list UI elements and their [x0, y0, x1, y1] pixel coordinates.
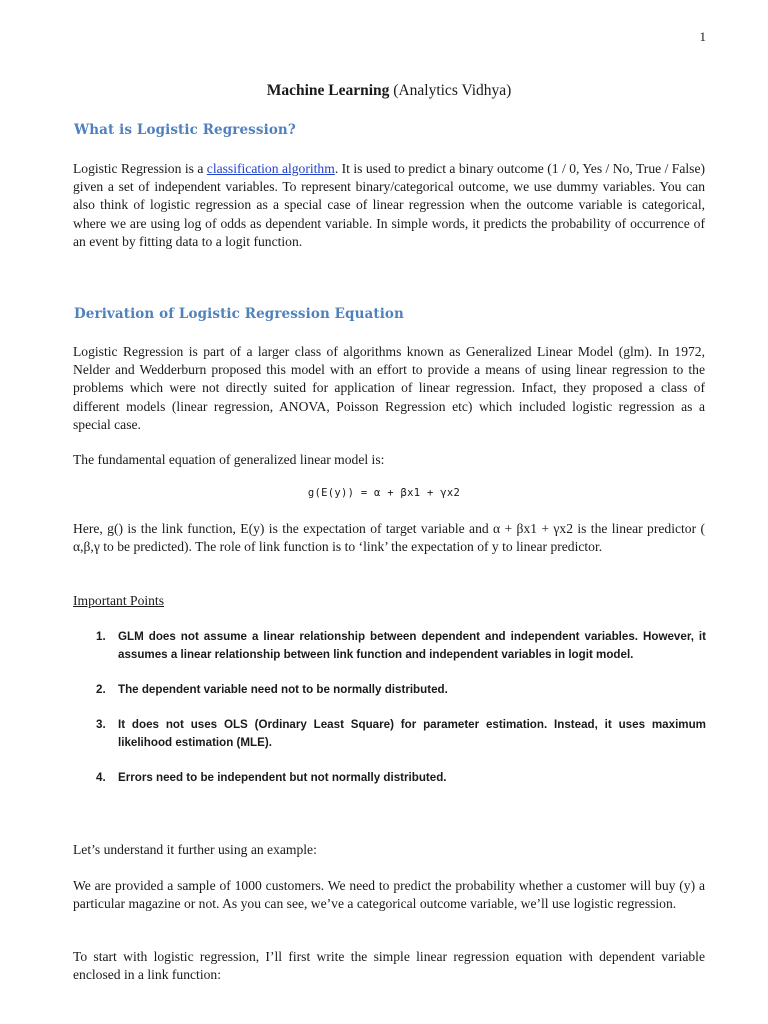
- list-item-number: 1.: [96, 630, 106, 643]
- title-source: (Analytics Vidhya): [389, 82, 512, 99]
- intro-paragraph: [73, 160, 705, 251]
- list-item: [96, 769, 706, 787]
- glm-paragraph: Logistic Regression is part of a larger class of algorithms known as Generalized Linear Model (glm). In 1972, Nelder and Wedderburn proposed this model with an effort to provide a means of using linear regression to the problems which were not directly suited for application of linear regression. Infact, they proposed a class of different models (linear regression, ANOVA, Poisson Regression etc) which included logistic regression as a special case.: [73, 344, 705, 432]
- link-function-paragraph: Here, g() is the link function, E(y) is the expectation of target variable and α + βx1 + γx2 is the linear predictor ( α,β,γ to be predicted). The role of link function is to ‘link’ the expectation of y to linear predictor.: [73, 521, 705, 555]
- document-title: [0, 82, 768, 100]
- example-intro-paragraph: Let’s understand it further using an example:: [73, 842, 317, 857]
- list-item-text: GLM does not assume a linear relationship between dependent and independent variables. However, it assumes a linear relationship between link function and independent variables in logit model.: [118, 630, 706, 661]
- list-item-text: Errors need to be independent but not normally distributed.: [118, 771, 447, 784]
- important-points-heading: Important Points: [73, 593, 165, 608]
- linear-regression-paragraph: To start with logistic regression, I’ll first write the simple linear regression equation with dependent variable enclosed in a link function:: [73, 949, 705, 983]
- list-item-number: 2.: [96, 683, 106, 696]
- list-item: [96, 681, 706, 699]
- list-item-number: 3.: [96, 718, 106, 731]
- list-item: [96, 716, 706, 752]
- list-item-text: It does not uses OLS (Ordinary Least Square) for parameter estimation. Instead, it uses maximum likelihood estimation (MLE).: [118, 718, 706, 749]
- section-heading-what-is-logistic-regression: What is Logistic Regression?: [74, 122, 296, 138]
- list-item: [96, 628, 706, 664]
- intro-text-rest: . It is used to predict a binary outcome (1 / 0, Yes / No, True / False) given a set of independent variables. To represent binary/categorical outcome, we use dummy variables. You can also think of logistic regression as a special case of linear regression when the outcome variable is categorical, where we are using log of odds as dependent variable. In simple words, it predicts the probability of occurrence of an event by fitting data to a logit function.: [73, 161, 706, 249]
- intro-text-start: Logistic Regression is a: [73, 161, 207, 176]
- page-number: 1: [699, 29, 706, 44]
- section-heading-derivation: Derivation of Logistic Regression Equation: [74, 306, 404, 322]
- classification-algorithm-link[interactable]: classification algorithm: [206, 161, 335, 176]
- list-item-number: 4.: [96, 771, 106, 784]
- glm-equation: g(E(y)) = α + βx1 + γx2: [307, 487, 461, 499]
- list-item-text: The dependent variable need not to be normally distributed.: [118, 683, 448, 696]
- example-paragraph: We are provided a sample of 1000 customers. We need to predict the probability whether a customer will buy (y) a particular magazine or not. As you can see, we’ve a categorical outcome variable, we’ll use logistic regression.: [73, 878, 705, 912]
- title-main: Machine Learning: [266, 82, 390, 99]
- fundamental-equation-intro: The fundamental equation of generalized linear model is:: [73, 452, 385, 467]
